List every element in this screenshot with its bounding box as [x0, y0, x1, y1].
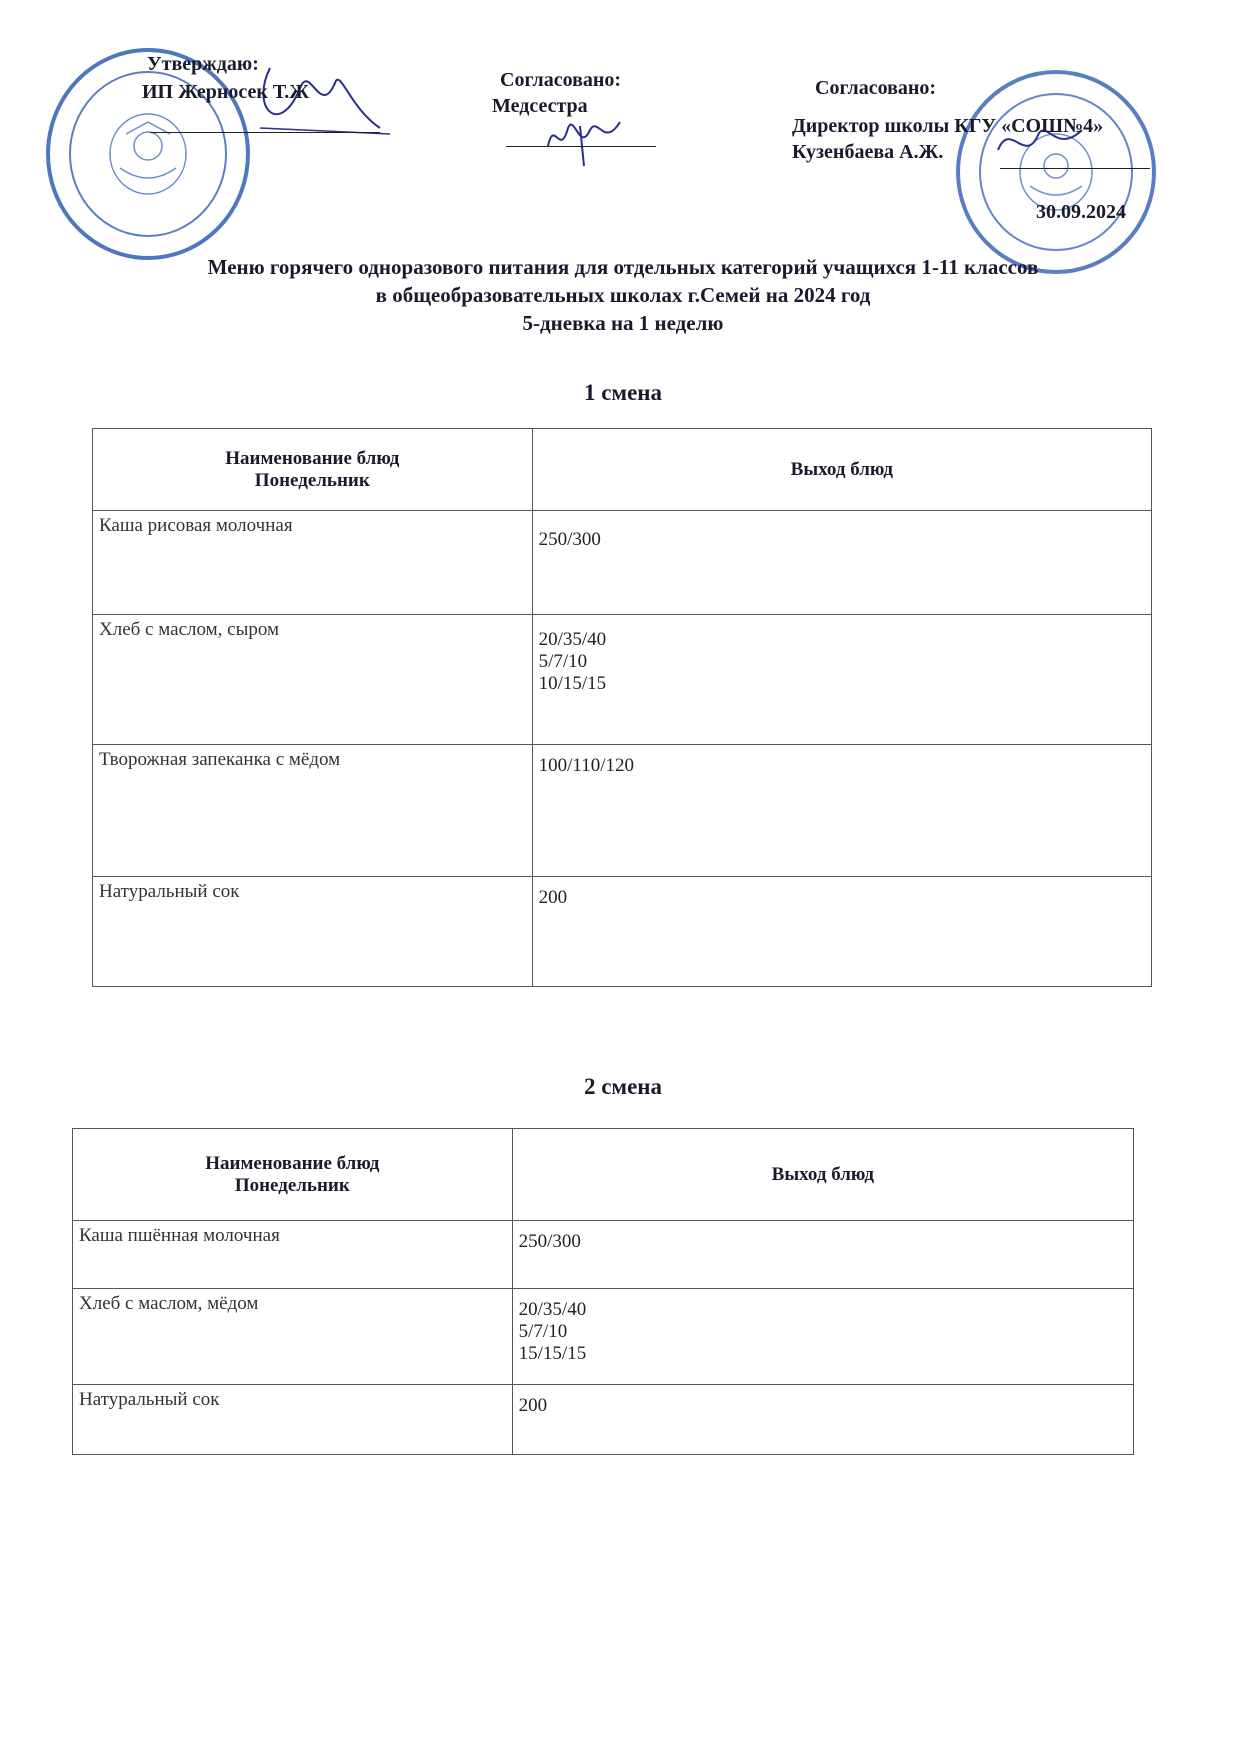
- portion-line: 200: [538, 887, 568, 908]
- dish-name: Хлеб с маслом, сыром: [93, 615, 533, 745]
- agreed2-role: Директор школы КГУ «СОШ№4»: [792, 115, 1104, 137]
- shift2-heading: 2 смена: [583, 1074, 663, 1099]
- dish-name-header: [93, 429, 533, 511]
- agreed1-label: Согласовано:: [500, 69, 622, 91]
- approve-label: Утверждаю:: [147, 53, 259, 75]
- shift2-menu-table: [72, 1128, 1134, 1455]
- dish-name: Каша рисовая молочная: [93, 511, 533, 615]
- dish-name: Творожная запеканка с мёдом: [93, 745, 533, 877]
- menu-title-line2: в общеобразовательных школах г.Семей на 2024 год: [375, 283, 871, 307]
- dish-name-header-line2: Понедельник: [234, 1174, 350, 1196]
- approve-name: ИП Жерносек Т.Ж: [142, 81, 310, 103]
- table-row: [73, 1289, 1134, 1385]
- table-row: [73, 1221, 1134, 1289]
- portion-line: 10/15/15: [538, 673, 607, 694]
- dish-name-header: [73, 1129, 513, 1221]
- dish-name: Натуральный сок: [93, 877, 533, 987]
- portion-header: Выход блюд: [532, 429, 1151, 511]
- agreed2-signature-line: [1000, 168, 1150, 169]
- portion-value: [512, 1385, 1133, 1455]
- portion-line: 250/300: [518, 1231, 581, 1252]
- portion-line: 20/35/40: [518, 1299, 587, 1320]
- portion-line: 20/35/40: [538, 629, 607, 650]
- table-row: [93, 877, 1152, 987]
- table-row: [93, 615, 1152, 745]
- portion-line: 15/15/15: [518, 1343, 587, 1364]
- table-header-row: [73, 1129, 1134, 1221]
- portion-value: [532, 511, 1151, 615]
- table-row: [73, 1385, 1134, 1455]
- approve-signature-line: [150, 132, 380, 133]
- agreed1-role: Медсестра: [492, 95, 588, 117]
- portion-value: [512, 1221, 1133, 1289]
- dish-name: Хлеб с маслом, мёдом: [73, 1289, 513, 1385]
- portion-value: [532, 745, 1151, 877]
- portion-line: 5/7/10: [538, 651, 588, 672]
- table-row: [93, 745, 1152, 877]
- portion-value: [532, 615, 1151, 745]
- portion-line: 250/300: [538, 529, 601, 550]
- dish-name-header-line1: Наименование блюд: [205, 1152, 380, 1174]
- agreed2-name: Кузенбаева А.Ж.: [792, 141, 944, 163]
- portion-header: Выход блюд: [512, 1129, 1133, 1221]
- approval-date: 30.09.2024: [1036, 201, 1126, 223]
- table-header-row: [93, 429, 1152, 511]
- dish-name-header-line1: Наименование блюд: [225, 447, 400, 469]
- portion-line: 200: [518, 1395, 548, 1416]
- agreed1-signature-line: [506, 146, 656, 147]
- shift1-heading: 1 смена: [583, 380, 663, 405]
- agreed2-label: Согласовано:: [815, 77, 937, 99]
- portion-line: 5/7/10: [518, 1321, 568, 1342]
- dish-name: Каша пшённая молочная: [73, 1221, 513, 1289]
- portion-value: [512, 1289, 1133, 1385]
- dish-name: Натуральный сок: [73, 1385, 513, 1455]
- portion-value: [532, 877, 1151, 987]
- menu-title-line3: 5-дневка на 1 неделю: [522, 311, 724, 335]
- dish-name-header-line2: Понедельник: [254, 469, 370, 491]
- right-stamp-seal: [948, 62, 1168, 282]
- menu-title-line1: Меню горячего одноразового питания для отдельных категорий учащихся 1-11 классов: [207, 255, 1039, 279]
- table-row: [93, 511, 1152, 615]
- portion-line: 100/110/120: [538, 755, 634, 776]
- shift1-menu-table: [92, 428, 1152, 987]
